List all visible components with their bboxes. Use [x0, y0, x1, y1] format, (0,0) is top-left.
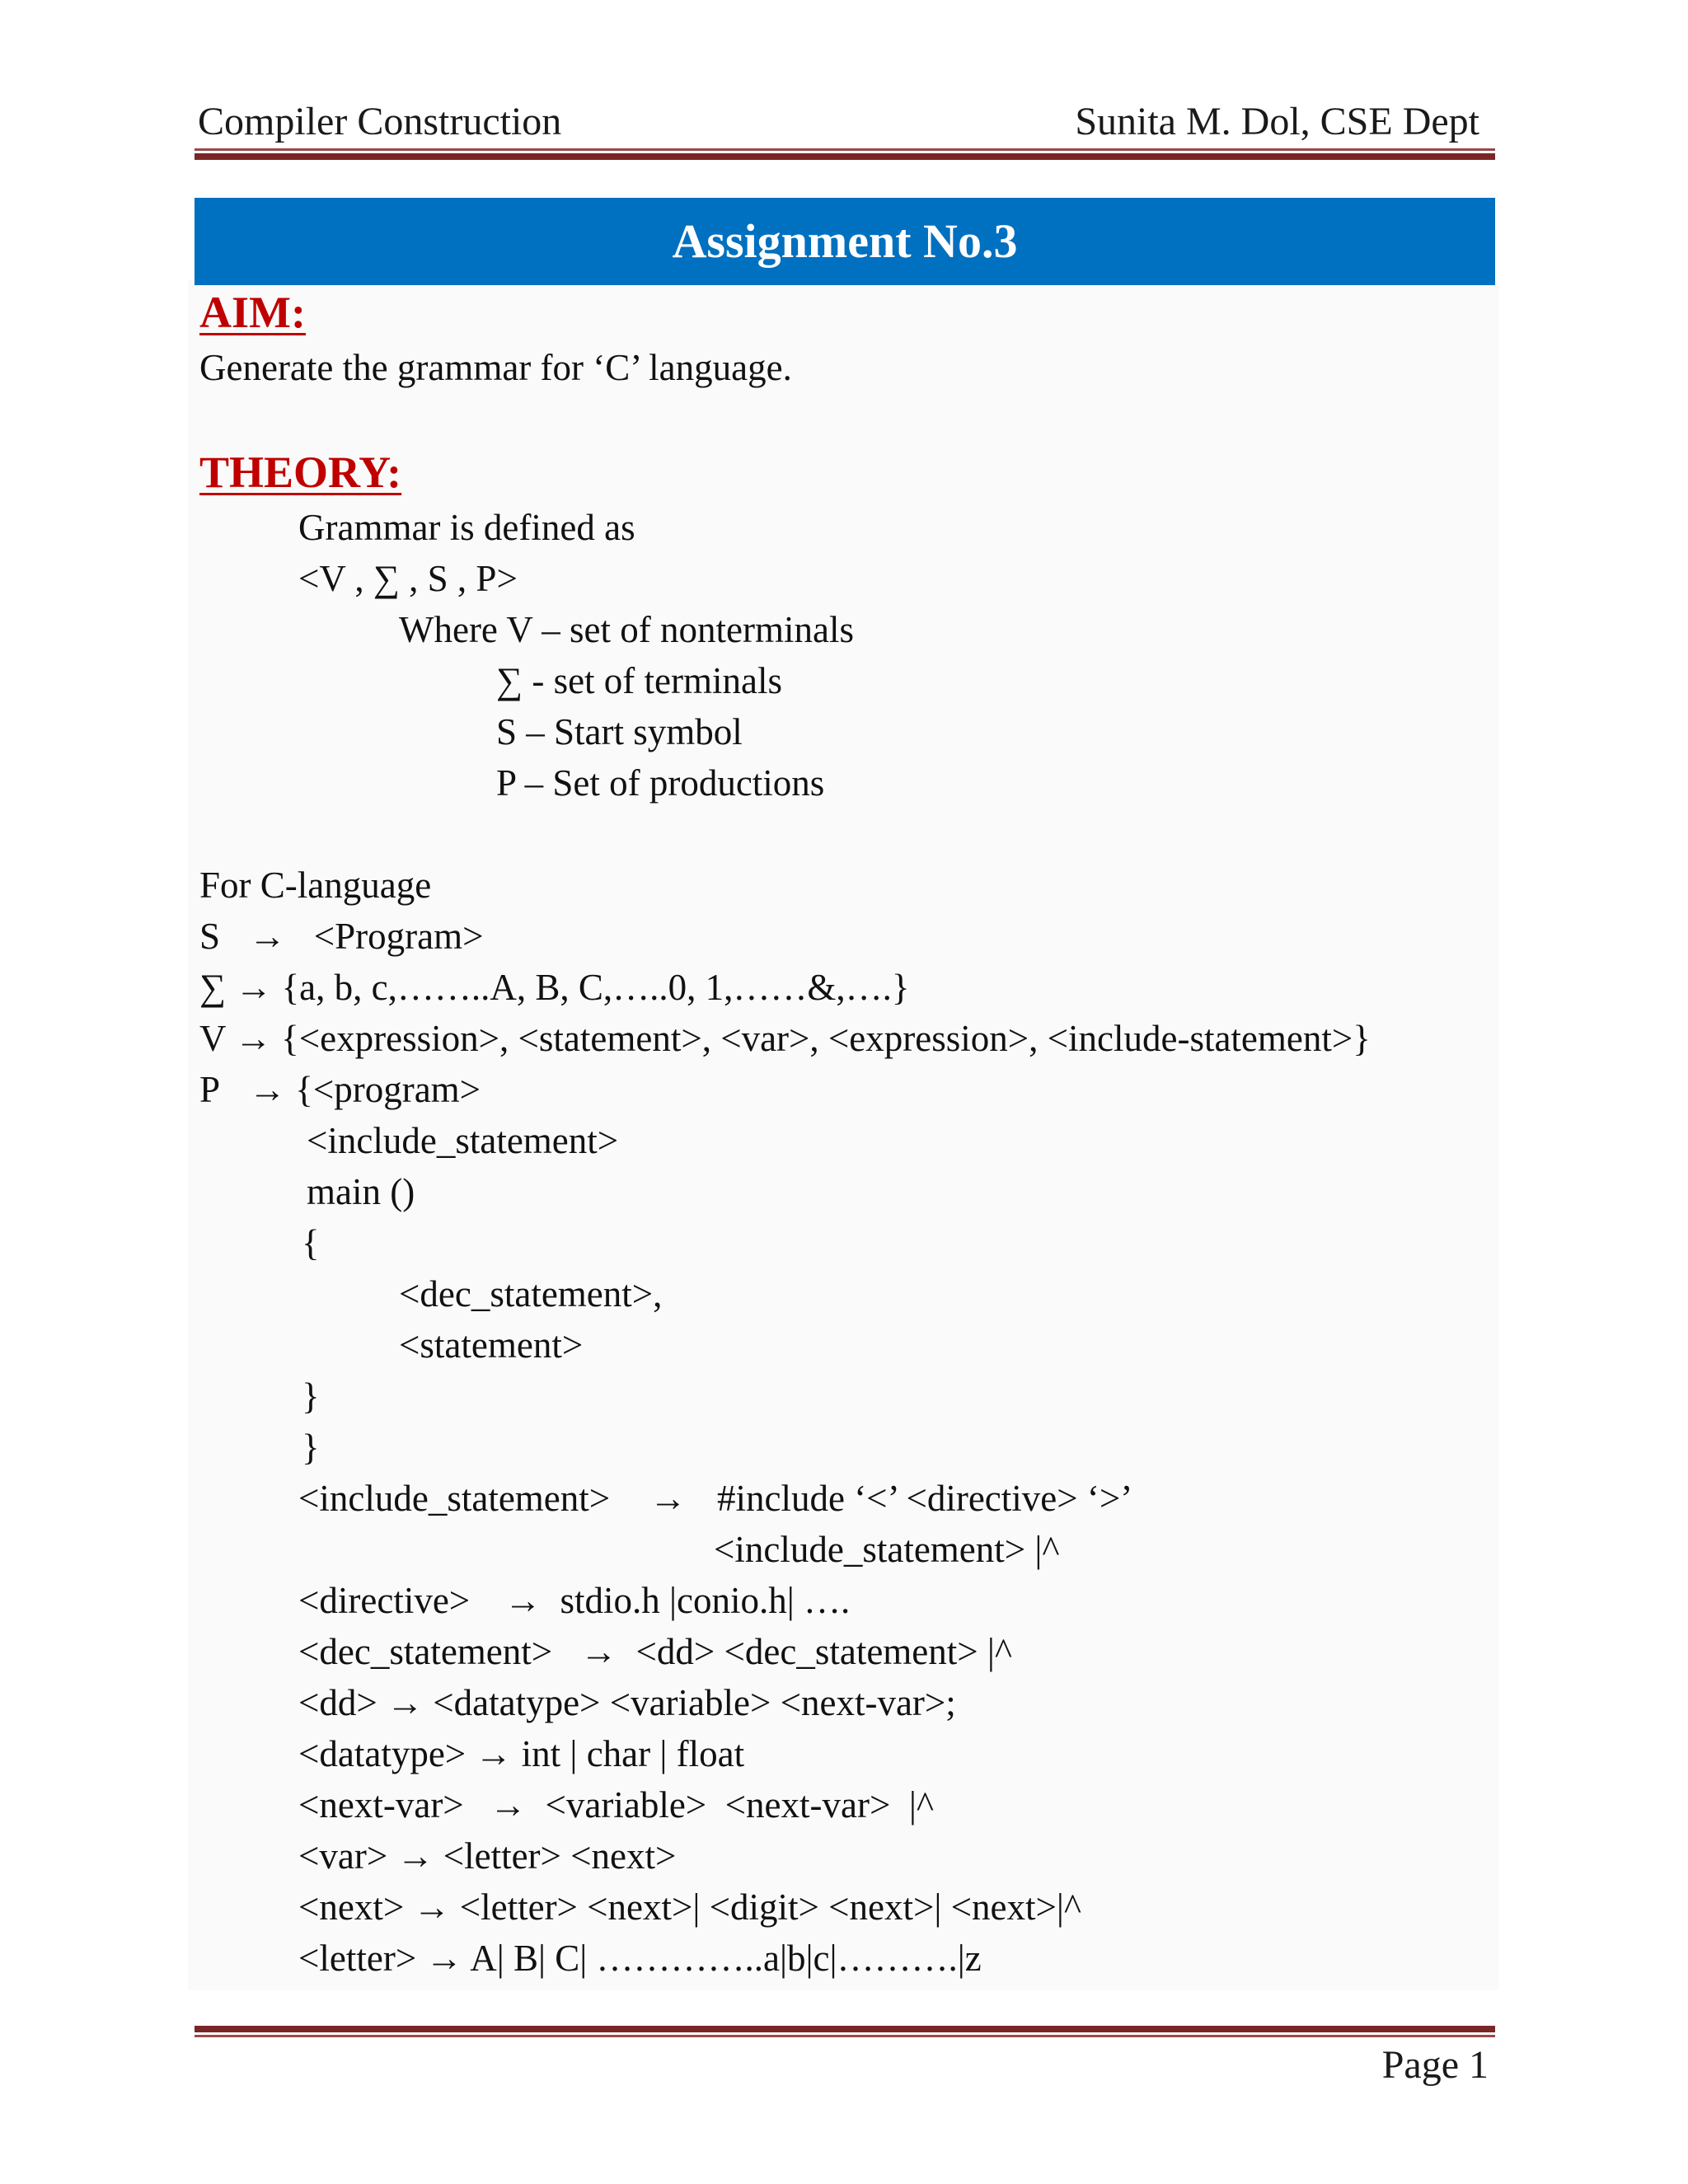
program-include: <include_statement>	[307, 1120, 619, 1161]
aim-heading: AIM:	[199, 288, 306, 337]
include-production-arrow: →	[649, 1478, 687, 1519]
def-terminals: ∑ - set of terminals	[496, 660, 782, 701]
footer-rule-bottom	[195, 2035, 1495, 2037]
def-nonterminals: Where V – set of nonterminals	[399, 609, 854, 650]
theory-heading: THEORY:	[199, 448, 402, 497]
page-title: Assignment No.3	[672, 214, 1018, 268]
directive-production-rhs: → stdio.h |conio.h| ….	[504, 1580, 851, 1621]
program-brace-close: }	[302, 1376, 320, 1417]
next-var-production-lhs: <next-var>	[298, 1784, 464, 1825]
terminals-set: ∑ → {a, b, c,……..A, B, C,…..0, 1,……&,….}	[199, 967, 910, 1008]
program-brace-close-outer: }	[302, 1427, 320, 1468]
start-symbol-rhs: → <Program>	[249, 916, 484, 957]
dec-production-rhs: → <dd> <dec_statement> |^	[580, 1631, 1013, 1672]
productions-lhs: P	[199, 1069, 221, 1110]
nonterminals-set: V → {<expression>, <statement>, <var>, <expression>, <include-statement>}	[199, 1018, 1371, 1059]
aim-text: Generate the grammar for ‘C’ language.	[199, 347, 792, 388]
next-var-production-rhs: → <variable> <next-var> |^	[490, 1784, 934, 1825]
page-number: Page 1	[1381, 2043, 1489, 2087]
dd-production: <dd> → <datatype> <variable> <next-var>;	[298, 1682, 956, 1723]
include-production-rhs-cont: <include_statement> |^	[714, 1529, 1060, 1570]
productions-rhs: → {<program>	[249, 1069, 481, 1110]
start-symbol-lhs: S	[199, 916, 221, 957]
var-production: <var> → <letter> <next>	[298, 1835, 677, 1877]
header-rule-top	[195, 148, 1495, 151]
grammar-definition: Grammar is defined as	[298, 507, 635, 548]
directive-production-lhs: <directive>	[298, 1580, 471, 1621]
c-language-intro: For C-language	[199, 865, 432, 906]
program-statement: <statement>	[399, 1324, 584, 1366]
title-banner	[195, 198, 1495, 285]
next-production: <next> → <letter> <next>| <digit> <next>| <next>|^	[298, 1886, 1082, 1928]
grammar-tuple: <V , ∑ , S , P>	[298, 558, 518, 599]
header-author: Sunita M. Dol, CSE Dept	[1075, 100, 1479, 143]
header-course: Compiler Construction	[198, 100, 562, 143]
def-start-symbol: S – Start symbol	[496, 711, 743, 752]
program-main: main ()	[307, 1171, 415, 1212]
header-rule	[195, 153, 1495, 160]
dec-production-lhs: <dec_statement>	[298, 1631, 553, 1672]
include-production-lhs: <include_statement>	[298, 1478, 611, 1519]
include-production-rhs: #include ‘<’ <directive> ‘>’	[717, 1478, 1133, 1519]
def-productions: P – Set of productions	[496, 762, 825, 804]
letter-production: <letter> → A| B| C| …………..a|b|c|……….|z	[298, 1938, 982, 1979]
datatype-production: <datatype> → int | char | float	[298, 1733, 745, 1774]
program-brace-open: {	[302, 1222, 320, 1263]
footer-rule	[195, 2026, 1495, 2032]
program-dec-statement: <dec_statement>,	[399, 1273, 663, 1315]
